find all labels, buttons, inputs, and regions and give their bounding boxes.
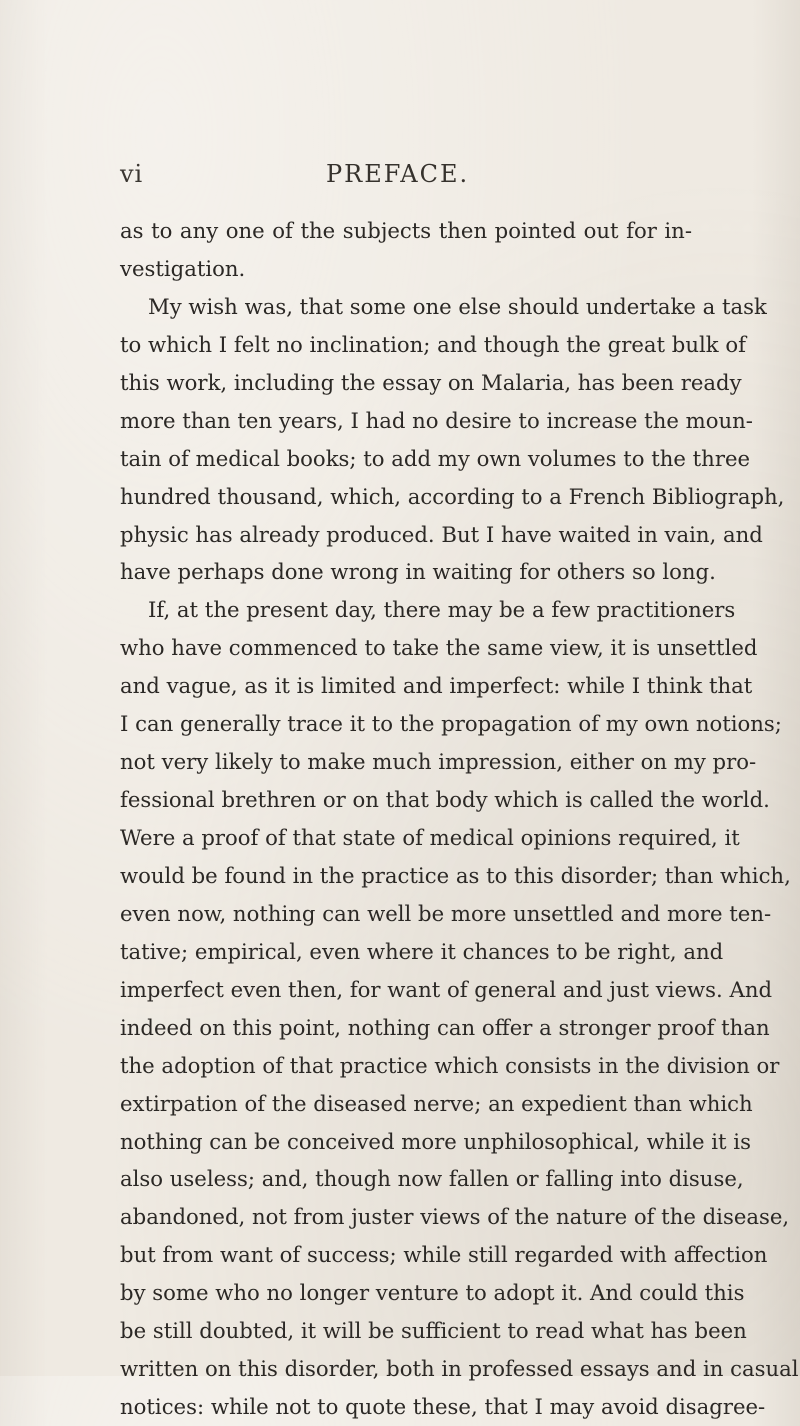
text-line: written on this disorder, both in professed essays and in casual bbox=[120, 1356, 799, 1382]
text-line: by some who no longer venture to adopt it. And could this bbox=[120, 1280, 745, 1306]
paragraph-start-line: My wish was, that some one else should undertake a task bbox=[148, 293, 767, 319]
text-line: the adoption of that practice which consists in the division or bbox=[120, 1052, 780, 1078]
text-line: abandoned, not from juster views of the nature of the disease, bbox=[120, 1204, 790, 1230]
page-number: vi bbox=[120, 160, 144, 188]
text-line: tative; empirical, even where it chances to be right, and bbox=[120, 938, 724, 964]
text-line: even now, nothing can well be more unsettled and more ten- bbox=[120, 900, 772, 926]
text-line: be still doubted, it will be sufficient to read what has been bbox=[120, 1318, 747, 1344]
text-line: who have commenced to take the same view, it is unsettled bbox=[120, 635, 758, 661]
text-line: not very likely to make much impression, either on my pro- bbox=[120, 749, 757, 775]
text-line: vestigation. bbox=[120, 255, 246, 281]
text-line: more than ten years, I had no desire to increase the moun- bbox=[120, 407, 753, 433]
text-line: have perhaps done wrong in waiting for others so long. bbox=[120, 559, 716, 585]
text-line: tain of medical books; to add my own volumes to the three bbox=[120, 445, 751, 471]
running-head bbox=[118, 160, 678, 196]
text-line: also useless; and, though now fallen or falling into disuse, bbox=[120, 1166, 744, 1192]
text-line: extirpation of the diseased nerve; an expedient than which bbox=[120, 1090, 753, 1116]
text-line: notices: while not to quote these, that I may avoid disagree- bbox=[120, 1394, 766, 1420]
text-line: this work, including the essay on Malaria, has been ready bbox=[120, 369, 742, 395]
text-line: fessional brethren or on that body which is called the world. bbox=[120, 787, 770, 813]
text-line: would be found in the practice as to this disorder; than which, bbox=[120, 862, 791, 888]
paragraph-start-line: If, at the present day, there may be a few practitioners bbox=[148, 597, 736, 623]
running-head-title: PREFACE. bbox=[326, 160, 470, 188]
text-line: to which I felt no inclination; and though the great bulk of bbox=[120, 331, 746, 357]
text-line: indeed on this point, nothing can offer a stronger proof than bbox=[120, 1014, 770, 1040]
body-text bbox=[120, 212, 799, 1426]
text-line: and vague, as it is limited and imperfect: while I think that bbox=[120, 673, 753, 699]
text-line: physic has already produced. But I have waited in vain, and bbox=[120, 521, 763, 547]
text-line: hundred thousand, which, according to a French Bibliograph, bbox=[120, 483, 785, 509]
text-line: but from want of success; while still regarded with affection bbox=[120, 1242, 768, 1268]
text-line: Were a proof of that state of medical opinions required, it bbox=[120, 825, 740, 850]
text-line: imperfect even then, for want of general and just views. And bbox=[120, 976, 773, 1002]
text-line: nothing can be conceived more unphilosophical, while it is bbox=[120, 1128, 751, 1154]
text-line: as to any one of the subjects then pointed out for in- bbox=[120, 218, 692, 243]
text-line: I can generally trace it to the propagation of my own notions; bbox=[120, 711, 782, 737]
